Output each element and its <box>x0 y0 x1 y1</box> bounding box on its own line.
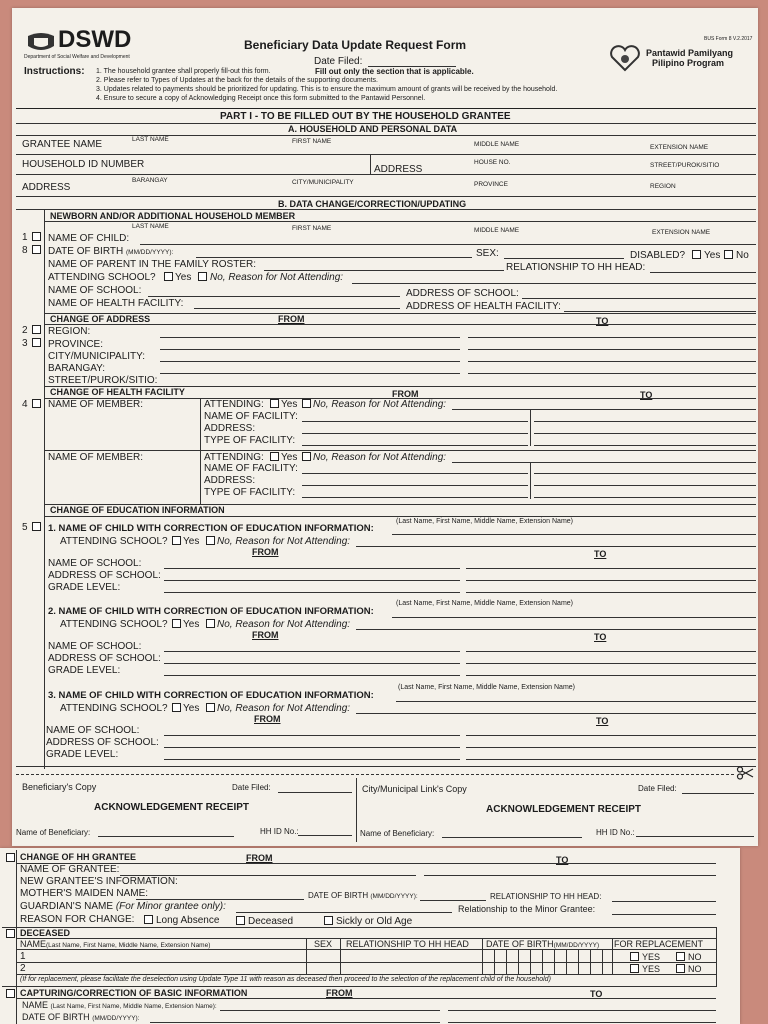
edu3-school-label: NAME OF SCHOOL: <box>46 725 140 736</box>
school-name-label: NAME OF SCHOOL: <box>48 285 142 296</box>
instruction-1b: Fill out only the section that is applicable. <box>315 67 474 76</box>
repl2-no-label: NO <box>688 964 702 974</box>
sex-label: SEX: <box>476 248 499 259</box>
health-type-label-2: TYPE OF FACILITY: <box>204 487 296 498</box>
label-extension-name: EXTENSION NAME <box>650 144 709 151</box>
repl1-yes-label: YES <box>642 952 661 962</box>
newborn-section-title: NEWBORN AND/OR ADDITIONAL HOUSEHOLD MEMBER <box>50 211 296 221</box>
edu1-yes-checkbox[interactable] <box>172 536 181 545</box>
health-checkbox-4[interactable] <box>32 399 41 408</box>
repl2-yes-checkbox[interactable] <box>630 964 639 973</box>
capturing-name-label: NAME (Last Name, First Name, Middle Name, Extension Name): <box>22 1000 217 1010</box>
update-type-8: 8 <box>22 245 28 256</box>
deceased-option-label: Deceased <box>248 916 294 927</box>
label-middle-name: MIDDLE NAME <box>474 141 520 148</box>
edu3-child-label: 3. NAME OF CHILD WITH CORRECTION OF EDUCATION INFORMATION: <box>48 690 374 701</box>
edu1-attending-label: ATTENDING SCHOOL? <box>60 536 168 547</box>
edu1-no-checkbox[interactable] <box>206 536 215 545</box>
program-name-line1: Pantawid Pamilyang <box>646 48 734 58</box>
address-checkbox-2[interactable] <box>32 325 41 334</box>
disabled-no-label: No <box>736 250 749 261</box>
receipt2-name-label: Name of Beneficiary: <box>360 829 435 838</box>
edu1-address-label: ADDRESS OF SCHOOL: <box>48 570 161 581</box>
update-type-4: 4 <box>22 399 28 410</box>
form-sheet-back <box>0 848 740 1024</box>
update-type-5: 5 <box>22 522 28 533</box>
receipt2-hhid-label: HH ID No.: <box>596 828 635 837</box>
form-code: BUS Form 8 V.2.2017 <box>704 36 753 42</box>
newborn-label-middle: MIDDLE NAME <box>474 227 520 234</box>
capturing-dob-label: DATE OF BIRTH (MM/DD/YYYY): <box>22 1012 140 1022</box>
label-street: STREET/PUROK/SITIO <box>650 162 720 169</box>
agency-name: DSWD <box>58 26 132 53</box>
edu2-address-label: ADDRESS OF SCHOOL: <box>48 653 161 664</box>
addr-city-label: CITY/MUNICIPALITY: <box>48 351 146 362</box>
instruction-4: 4. Ensure to secure a copy of Acknowledging Receipt once this form submitted to the Pantawid Personnel. <box>96 95 426 102</box>
health-yes-label-1: Yes <box>281 399 298 410</box>
sickly-label: Sickly or Old Age <box>336 916 413 927</box>
edu2-school-label: NAME OF SCHOOL: <box>48 641 142 652</box>
edu3-no-label: No, Reason for Not Attending: <box>217 703 351 714</box>
edu2-no-checkbox[interactable] <box>206 619 215 628</box>
label-region: REGION <box>650 183 676 190</box>
section-b-title: B. DATA CHANGE/CORRECTION/UPDATING <box>278 199 467 209</box>
household-id-label: HOUSEHOLD ID NUMBER <box>22 159 145 170</box>
attending-no-checkbox[interactable] <box>198 272 207 281</box>
instruction-2: 2. Please refer to Types of Updates at the back for the details of the supporting documents. <box>96 77 378 84</box>
capturing-from-label: FROM <box>326 988 353 998</box>
grantee-name-label: GRANTEE NAME <box>22 139 103 150</box>
addr-province-label: PROVINCE: <box>48 339 104 350</box>
edu2-grade-label: GRADE LEVEL: <box>48 665 121 676</box>
health-attending-label-1: ATTENDING: <box>204 399 264 410</box>
update-type-2: 2 <box>22 325 28 336</box>
health-yes-label-2: Yes <box>281 452 298 463</box>
deceased-col-sex: SEX <box>314 939 333 949</box>
edu1-school-label: NAME OF SCHOOL: <box>48 558 142 569</box>
edu3-to-label: TO <box>596 716 609 726</box>
edu3-grade-label: GRADE LEVEL: <box>46 749 119 760</box>
program-name-line2: Pilipino Program <box>652 58 725 68</box>
edu2-from-label: FROM <box>252 630 279 640</box>
address-from-label: FROM <box>278 314 305 324</box>
date-filed-label: Date Filed: <box>314 56 363 67</box>
edu2-yes-checkbox[interactable] <box>172 619 181 628</box>
edu3-attending-label: ATTENDING SCHOOL? <box>60 703 168 714</box>
health-attending-label-2: ATTENDING: <box>204 452 264 463</box>
long-absence-checkbox[interactable] <box>144 915 153 924</box>
mother-maiden-label: MOTHER'S MAIDEN NAME: <box>20 888 149 899</box>
change-grantee-checkbox[interactable] <box>6 853 15 862</box>
deceased-col-rel: RELATIONSHIP TO HH HEAD <box>346 939 469 949</box>
deceased-row-2: 2 <box>20 963 26 974</box>
health-no-label-1: No, Reason for Not Attending: <box>313 399 447 410</box>
edu3-name-format: (Last Name, First Name, Middle Name, Extension Name) <box>398 684 575 691</box>
sickly-checkbox[interactable] <box>324 916 333 925</box>
newborn-checkbox-8[interactable] <box>32 245 41 254</box>
edu3-from-label: FROM <box>254 714 281 724</box>
disabled-no-checkbox[interactable] <box>724 250 733 259</box>
form-title: Beneficiary Data Update Request Form <box>244 38 467 52</box>
health-facility-label: NAME OF HEALTH FACILITY: <box>48 298 184 309</box>
school-address-label: ADDRESS OF SCHOOL: <box>406 288 519 299</box>
deceased-checkbox[interactable] <box>6 929 15 938</box>
instruction-3: 3. Updates related to payments should be prioritized for updating. This is to ensure the maximum amount of grants will be received by the household. <box>96 86 558 93</box>
edu1-child-label: 1. NAME OF CHILD WITH CORRECTION OF EDUCATION INFORMATION: <box>48 523 374 534</box>
address-label-2: ADDRESS <box>22 182 71 193</box>
instructions-label: Instructions: <box>24 66 85 77</box>
edu2-no-label: No, Reason for Not Attending: <box>217 619 351 630</box>
health-type-label-1: TYPE OF FACILITY: <box>204 435 296 446</box>
capturing-to-label: TO <box>590 989 603 999</box>
health-no-checkbox-2[interactable] <box>302 452 311 461</box>
health-yes-checkbox-1[interactable] <box>270 399 279 408</box>
dswd-logo-icon <box>26 32 56 54</box>
name-of-child-label: NAME OF CHILD: <box>48 233 130 244</box>
part1-title: PART I - TO BE FILLED OUT BY THE HOUSEHOLD GRANTEE <box>220 111 511 122</box>
instruction-1a: 1. The household grantee shall properly fill-out this form. <box>96 68 271 75</box>
edu1-from-label: FROM <box>252 547 279 557</box>
address-checkbox-3[interactable] <box>32 338 41 347</box>
edu1-name-format: (Last Name, First Name, Middle Name, Extension Name) <box>396 518 573 525</box>
health-from-label: FROM <box>392 389 419 399</box>
disabled-yes-checkbox[interactable] <box>692 250 701 259</box>
deceased-option-checkbox[interactable] <box>236 916 245 925</box>
health-address-label-2: ADDRESS: <box>204 475 256 486</box>
update-type-1: 1 <box>22 232 28 243</box>
guardian-label: GUARDIAN'S NAME (For Minor grantee only): <box>20 901 226 912</box>
form-sheet-main <box>12 8 758 846</box>
address-label: ADDRESS <box>374 164 423 175</box>
health-address-label-1: ADDRESS: <box>204 423 256 434</box>
relationship-label: RELATIONSHIP TO HH HEAD: <box>506 262 646 273</box>
edu2-to-label: TO <box>594 632 607 642</box>
deceased-col-repl: FOR REPLACEMENT <box>614 939 704 949</box>
address-to-label: TO <box>596 316 609 326</box>
label-last-name: LAST NAME <box>132 136 169 143</box>
attending-yes-checkbox[interactable] <box>164 272 173 281</box>
scissors-icon <box>736 766 754 780</box>
edu2-yes-label: Yes <box>183 619 200 630</box>
deceased-col-dob: DATE OF BIRTH(MM/DD/YYYY) <box>486 939 600 949</box>
newborn-label-ext: EXTENSION NAME <box>652 229 711 236</box>
edu1-to-label: TO <box>594 549 607 559</box>
receipt2-title: ACKNOWLEDGEMENT RECEIPT <box>486 804 641 815</box>
edu3-yes-label: Yes <box>183 703 200 714</box>
edu2-child-label: 2. NAME OF CHILD WITH CORRECTION OF EDUCATION INFORMATION: <box>48 606 374 617</box>
health-to-label: TO <box>640 390 653 400</box>
replacement-note: (If for replacement, please facilitate the deselection using Update Type 11 with reason as deceased then proceed to the selection of the replacement child of the household) <box>20 976 551 983</box>
receipt1-title: ACKNOWLEDGEMENT RECEIPT <box>94 802 249 813</box>
repl1-yes-checkbox[interactable] <box>630 952 639 961</box>
repl1-no-label: NO <box>688 952 702 962</box>
newborn-label-first: FIRST NAME <box>292 225 332 232</box>
link-copy-label: City/Municipal Link's Copy <box>362 784 467 794</box>
deceased-title: DECEASED <box>20 928 71 938</box>
disabled-label: DISABLED? <box>630 250 686 261</box>
disabled-yes-label: Yes <box>704 250 721 261</box>
receipt2-date-label: Date Filed: <box>638 784 677 793</box>
health-facility-label-1: NAME OF FACILITY: <box>204 411 298 422</box>
pantawid-heart-icon <box>608 44 642 72</box>
capturing-title: CAPTURING/CORRECTION OF BASIC INFORMATION <box>20 988 248 998</box>
agency-subtitle: Department of Social Welfare and Development <box>24 54 130 60</box>
repl2-no-checkbox[interactable] <box>676 964 685 973</box>
health-member-label-2: NAME OF MEMBER: <box>48 452 144 463</box>
edu1-yes-label: Yes <box>183 536 200 547</box>
health-section-title: CHANGE OF HEALTH FACILITY <box>50 387 185 397</box>
label-house-no: HOUSE NO. <box>474 159 511 166</box>
dob-label: DATE OF BIRTH (MM/DD/YYYY): <box>48 246 174 257</box>
deceased-col-name: NAME(Last Name, First Name, Middle Name, Extension Name) <box>20 939 211 949</box>
cut-line <box>16 774 734 775</box>
update-type-3: 3 <box>22 338 28 349</box>
label-barangay: BARANGAY <box>132 177 168 184</box>
addr-street-label: STREET/PUROK/SITIO: <box>48 375 158 386</box>
repl1-no-checkbox[interactable] <box>676 952 685 961</box>
capturing-checkbox[interactable] <box>6 989 15 998</box>
edu2-attending-label: ATTENDING SCHOOL? <box>60 619 168 630</box>
grantee-relationship-label: RELATIONSHIP TO HH HEAD: <box>490 892 602 901</box>
edu3-address-label: ADDRESS OF SCHOOL: <box>46 737 159 748</box>
label-first-name: FIRST NAME <box>292 138 332 145</box>
deceased-row-1: 1 <box>20 951 26 962</box>
label-province: PROVINCE <box>474 181 508 188</box>
health-no-label-2: No, Reason for Not Attending: <box>313 452 447 463</box>
education-section-title: CHANGE OF EDUCATION INFORMATION <box>50 505 225 515</box>
grantee-from-label: FROM <box>246 853 273 863</box>
edu2-name-format: (Last Name, First Name, Middle Name, Extension Name) <box>396 600 573 607</box>
receipt1-date-label: Date Filed: <box>232 783 271 792</box>
health-facility-label-2: NAME OF FACILITY: <box>204 463 298 474</box>
health-no-checkbox-1[interactable] <box>302 399 311 408</box>
attending-no-label: No, Reason for Not Attending: <box>210 272 344 283</box>
newborn-checkbox-1[interactable] <box>32 232 41 241</box>
change-grantee-title: CHANGE OF HH GRANTEE <box>20 852 137 862</box>
beneficiary-copy-label: Beneficiary's Copy <box>22 782 97 792</box>
education-checkbox-5[interactable] <box>32 522 41 531</box>
new-grantee-label: NEW GRANTEE'S INFORMATION: <box>20 876 178 887</box>
receipt1-name-label: Name of Beneficiary: <box>16 828 91 837</box>
attending-school-label: ATTENDING SCHOOL? <box>48 272 156 283</box>
edu3-no-checkbox[interactable] <box>206 703 215 712</box>
addr-region-label: REGION: <box>48 326 91 337</box>
edu1-grade-label: GRADE LEVEL: <box>48 582 121 593</box>
attending-yes-label: Yes <box>175 272 192 283</box>
address-section-title: CHANGE OF ADDRESS <box>50 314 151 324</box>
parent-label: NAME OF PARENT IN THE FAMILY ROSTER: <box>48 259 256 270</box>
newborn-label-last: LAST NAME <box>132 223 169 230</box>
addr-barangay-label: BARANGAY: <box>48 363 106 374</box>
grantee-to-label: TO <box>556 855 569 865</box>
name-of-grantee-label: NAME OF GRANTEE: <box>20 864 120 875</box>
reason-label: REASON FOR CHANGE: <box>20 914 135 925</box>
section-a-title: A. HOUSEHOLD AND PERSONAL DATA <box>288 124 458 134</box>
receipt1-hhid-label: HH ID No.: <box>260 827 299 836</box>
label-city: CITY/MUNICIPALITY <box>292 179 354 186</box>
health-member-label-1: NAME OF MEMBER: <box>48 399 144 410</box>
health-yes-checkbox-2[interactable] <box>270 452 279 461</box>
repl2-yes-label: YES <box>642 964 661 974</box>
edu1-no-label: No, Reason for Not Attending: <box>217 536 351 547</box>
grantee-dob-label: DATE OF BIRTH (MM/DD/YYYY): <box>308 891 418 900</box>
health-facility-address-label: ADDRESS OF HEALTH FACILITY: <box>406 301 561 312</box>
long-absence-label: Long Absence <box>156 915 220 926</box>
edu3-yes-checkbox[interactable] <box>172 703 181 712</box>
minor-relationship-label: Relationship to the Minor Grantee: <box>458 904 596 914</box>
